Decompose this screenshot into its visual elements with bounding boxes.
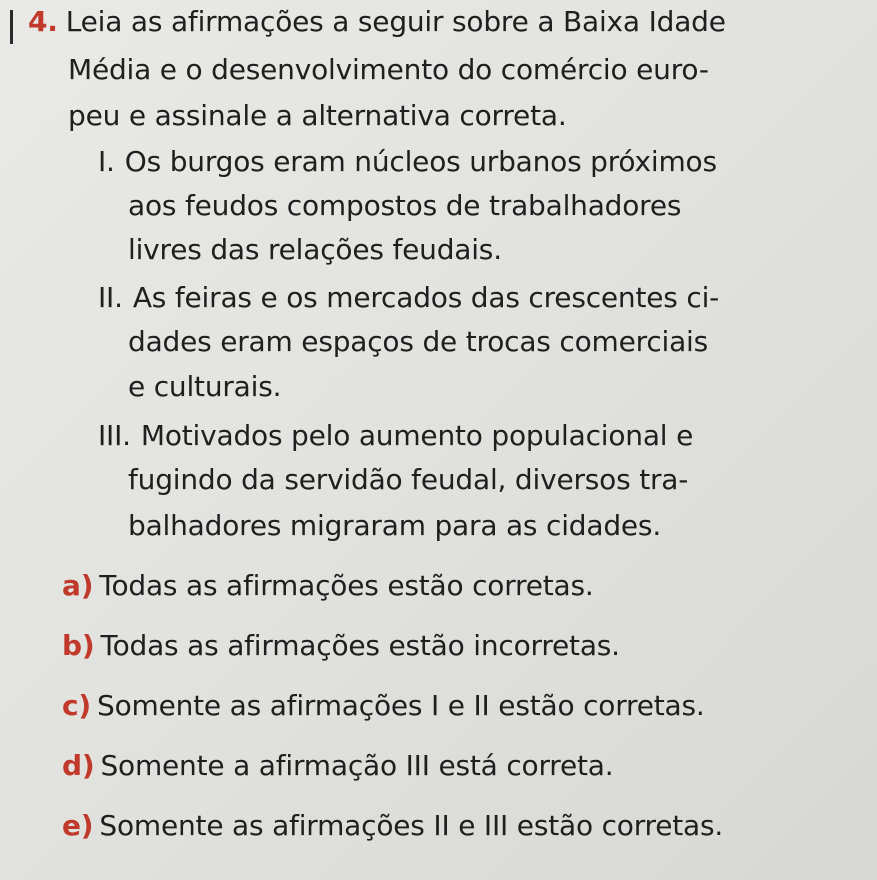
- statement-3-line-3: balhadores migraram para as cidades.: [128, 509, 662, 542]
- option-letter: a): [62, 569, 94, 602]
- statement-label: III.: [98, 419, 131, 452]
- option-text: Todas as afirmações estão incorretas.: [100, 629, 620, 662]
- question-number: 4.: [28, 5, 58, 38]
- statement-1-line-2: aos feudos compostos de trabalhadores: [128, 189, 682, 222]
- statement-label: I.: [98, 145, 115, 178]
- statement-2-line-2: dades eram espaços de trocas comerciais: [128, 325, 709, 358]
- statement-text: As feiras e os mercados das crescentes ci-: [132, 281, 720, 314]
- statement-text: Os burgos eram núcleos urbanos próximos: [124, 145, 717, 178]
- statement-2-line-3: e culturais.: [128, 370, 282, 403]
- question-stem-line-2: Média e o desenvolvimento do comércio euro-: [68, 53, 709, 86]
- option-c[interactable]: [62, 688, 705, 724]
- option-letter: b): [62, 629, 95, 662]
- statement-1-line-3: livres das relações feudais.: [128, 233, 502, 266]
- option-letter: e): [62, 809, 94, 842]
- option-text: Somente as afirmações I e II estão corretas.: [97, 689, 705, 722]
- option-b[interactable]: [62, 628, 620, 664]
- option-letter: d): [62, 749, 95, 782]
- question-stem-text: Leia as afirmações a seguir sobre a Baixa Idade: [65, 5, 726, 38]
- statement-2: [98, 280, 719, 316]
- statement-text: Motivados pelo aumento populacional e: [140, 419, 694, 452]
- statement-3: [98, 418, 693, 454]
- option-text: Somente as afirmações II e III estão corretas.: [99, 809, 724, 842]
- option-a[interactable]: [62, 568, 594, 604]
- statement-label: II.: [98, 281, 123, 314]
- option-d[interactable]: [62, 748, 613, 784]
- option-text: Somente a afirmação III está correta.: [100, 749, 614, 782]
- margin-bar: [10, 10, 13, 44]
- question-stem-line-1: [28, 4, 726, 40]
- option-e[interactable]: [62, 808, 723, 844]
- option-letter: c): [62, 689, 91, 722]
- statement-1: [98, 144, 717, 180]
- question-stem-line-3: peu e assinale a alternativa correta.: [68, 99, 567, 132]
- statement-3-line-2: fugindo da servidão feudal, diversos tra-: [128, 463, 689, 496]
- option-text: Todas as afirmações estão corretas.: [99, 569, 594, 602]
